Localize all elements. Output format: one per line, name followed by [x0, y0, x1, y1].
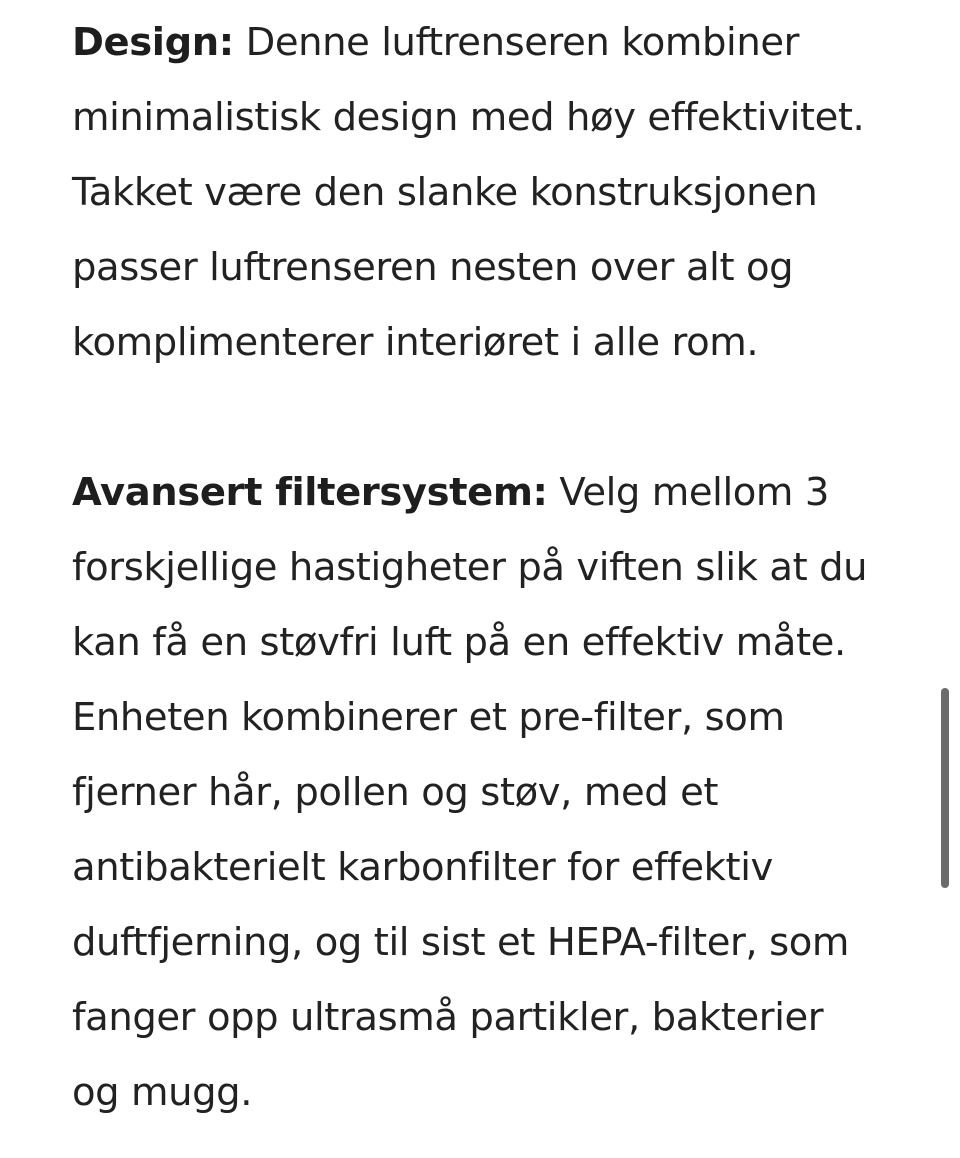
paragraph-line	[72, 5, 902, 80]
filter-text-line-6: antibakterielt karbonfilter for effektiv	[72, 845, 773, 890]
scrollbar-thumb[interactable]	[941, 688, 949, 888]
filter-text-line-4: Enheten kombinerer et pre-filter, som	[72, 695, 785, 740]
design-text-line-4: passer luftrenseren nesten over alt og	[72, 245, 794, 290]
design-text-line-3: Takket være den slanke konstruksjonen	[72, 170, 818, 215]
design-paragraph	[72, 5, 902, 380]
article-body	[72, 5, 902, 1130]
design-text-line-1: Denne luftrenseren kombiner	[233, 20, 800, 65]
filter-system-paragraph	[72, 455, 902, 1130]
design-text-line-2: minimalistisk design med høy effektivitet.	[72, 95, 865, 140]
design-text-line-5: komplimenterer interiøret i alle rom.	[72, 320, 759, 365]
filter-text-line-5: fjerner hår, pollen og støv, med et	[72, 770, 719, 815]
filter-text-line-9: og mugg.	[72, 1070, 253, 1115]
filter-system-label: Avansert filtersystem:	[72, 470, 548, 515]
filter-text-line-8: fanger opp ultrasmå partikler, bakterier	[72, 995, 824, 1040]
paragraph-line	[72, 455, 902, 530]
filter-text-line-2: forskjellige hastigheter på viften slik at du	[72, 545, 868, 590]
filter-text-line-3: kan få en støvfri luft på en effektiv måte.	[72, 620, 846, 665]
filter-text-line-1: Velg mellom 3	[547, 470, 829, 515]
design-label: Design:	[72, 20, 234, 65]
filter-text-line-7: duftfjerning, og til sist et HEPA-filter, som	[72, 920, 850, 965]
